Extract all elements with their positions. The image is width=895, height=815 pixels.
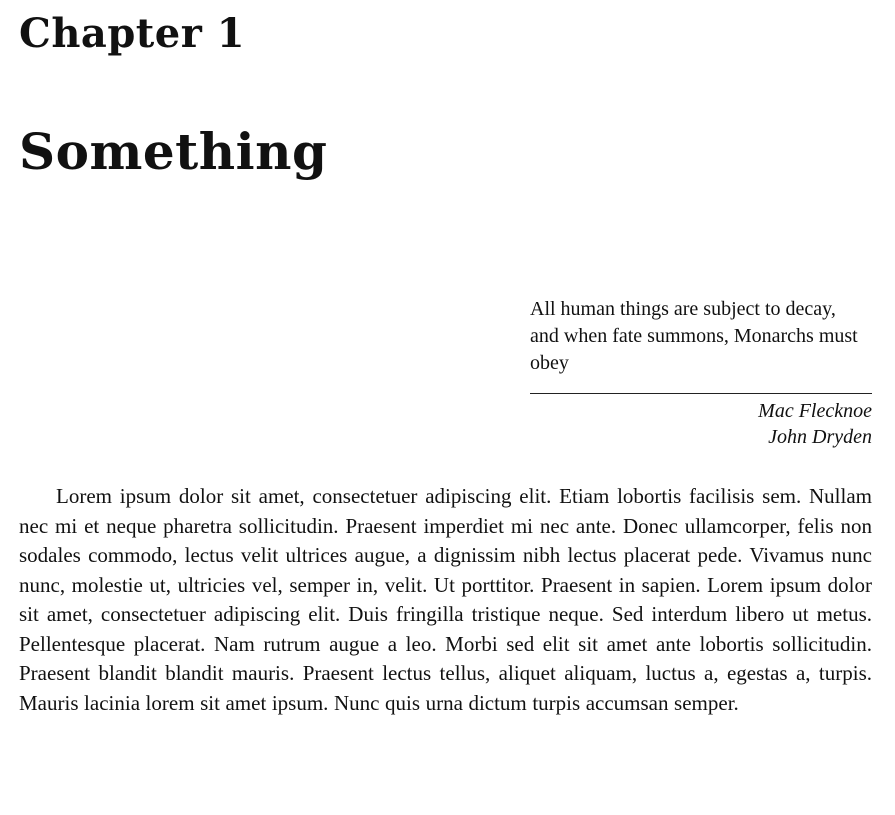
epigraph-work: Mac Flecknoe — [758, 400, 872, 422]
epigraph-source — [530, 398, 872, 450]
epigraph-divider — [530, 393, 872, 394]
chapter-label: Chapter 1 — [19, 10, 246, 57]
epigraph-quote: All human things are subject to decay, and when fate summons, Monarchs must obey — [530, 298, 858, 374]
epigraph-author: John Dryden — [768, 426, 872, 448]
body-paragraph: Lorem ipsum dolor sit amet, consectetuer adipiscing elit. Etiam lobortis facilisis sem. Nullam nec mi et neque pharetra sollicitudin. Praesent imperdiet mi nec ante. Donec ullamcorper, felis non sodales commodo, lectus velit ultrices augue, a dignissim nibh lectus placerat pede. Vivamus nunc nunc, molestie ut, ultricies vel, semper in, velit. Ut porttitor. Praesent in sapien. Lorem ipsum dolor sit amet, consectetuer adipiscing elit. Duis fringilla tristique neque. Sed interdum libero ut metus. Pellentesque placerat. Nam rutrum augue a leo. Morbi sed elit sit amet ante lobortis sollicitudin. Praesent blandit blandit mauris. Praesent lectus tellus, aliquet aliquam, luctus a, egestas a, turpis. Mauris lacinia lorem sit amet ipsum. Nunc quis urna dictum turpis accumsan semper. — [19, 484, 872, 715]
epigraph — [530, 296, 872, 450]
chapter-title: Something — [19, 122, 328, 181]
document-page — [19, 0, 872, 815]
